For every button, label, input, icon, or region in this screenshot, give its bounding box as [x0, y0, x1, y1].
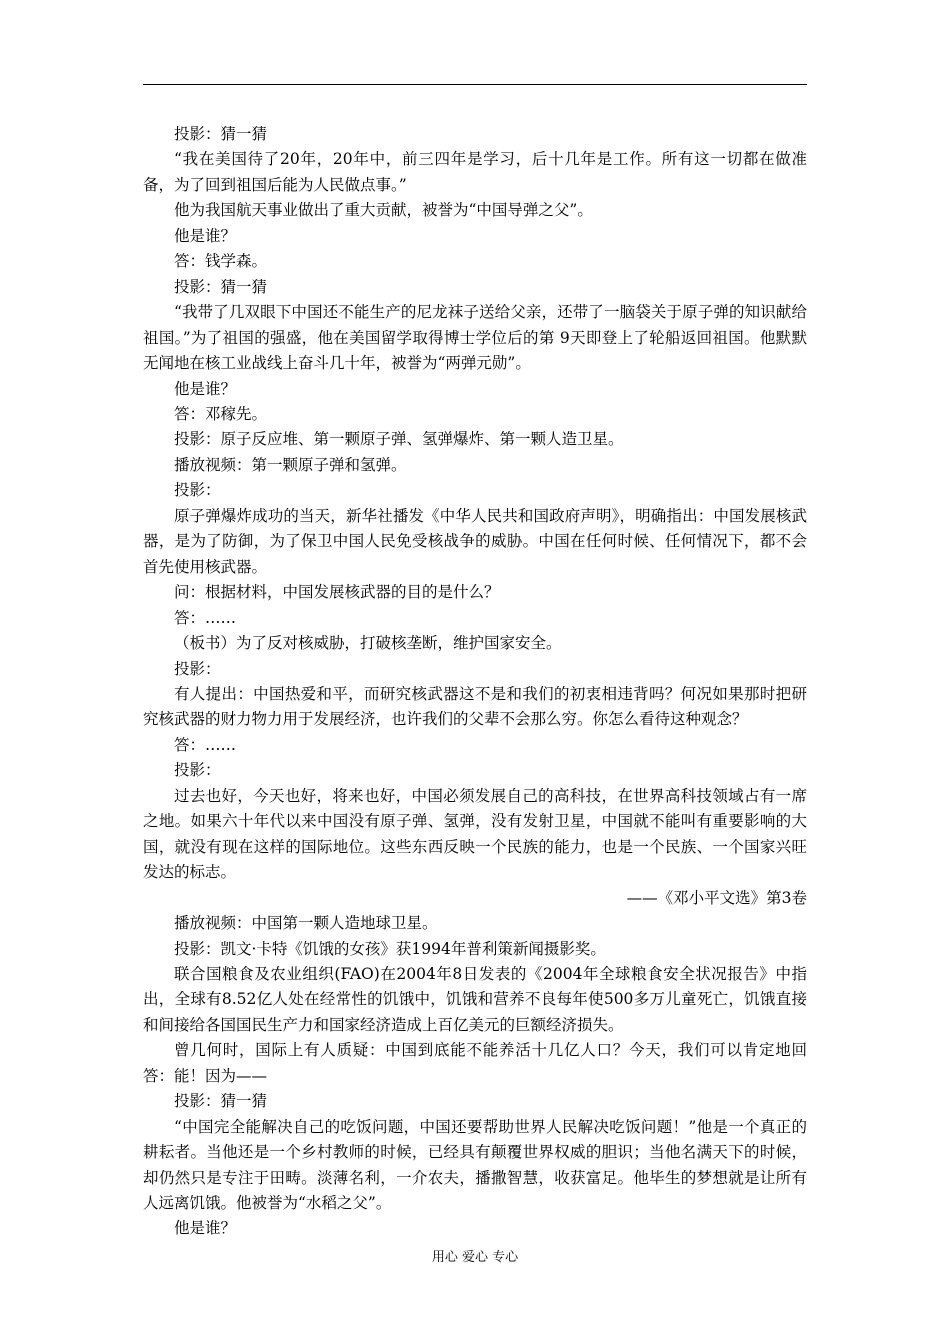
paragraph: 播放视频：第一颗原子弹和氢弹。 — [174, 455, 407, 474]
paragraph: 他为我国航天事业做出了重大贡献，被誉为“中国导弹之父”。 — [174, 201, 593, 220]
paragraph: 联合国粮食及农业组织(FAO)在2004年8日发表的《2004年全球粮食安全状况报告》中指出，全球有8.52亿人处在经常性的饥饿中，饥饿和营养不良每年使500多万儿童死亡，饥饿直接和间接给各国国民生产力和国家经济造成上百亿美元的巨额经济损失。 — [143, 964, 807, 1034]
paragraph: 投影：猜一猜 — [174, 277, 268, 296]
paragraph: 有人提出：中国热爱和平，而研究核武器这不是和我们的初衷相违背吗？何况如果那时把研究核武器的财力物力用于发展经济，也许我们的父辈不会那么穷。你怎么看待这种观念？ — [143, 684, 807, 729]
paragraph: 曾几何时，国际上有人质疑：中国到底能不能养活十几亿人口？今天，我们可以肯定地回答：能！因为—— — [143, 1041, 807, 1085]
page-footer: 用心 爱心 专心 — [431, 1250, 519, 1265]
document-body — [143, 122, 807, 1242]
paragraph: （板书）为了反对核威胁，打破核垄断，维护国家安全。 — [174, 634, 562, 653]
paragraph: 他是谁？ — [174, 1219, 237, 1238]
paragraph: “我在美国待了20年，20年中，前三四年是学习，后十几年是工作。所有这一切都在做准备，为了回到祖国后能为人民做点事。” — [143, 150, 807, 194]
paragraph: 过去也好，今天也好，将来也好，中国必须发展自己的高科技，在世界高科技领域占有一席之地。如果六十年代以来中国没有原子弹、氢弹，没有发射卫星，中国就不能叫有重要影响的大国，就没有现在这样的国际地位。这些东西反映一个民族的能力，也是一个民族、一个国家兴旺发达的标志。 — [143, 786, 807, 882]
paragraph: “我带了几双眼下中国还不能生产的尼龙袜子送给父亲，还带了一脑袋关于原子弹的知识献给祖国。”为了祖国的强盛，他在美国留学取得博士学位后的第 9天即登上了轮船返回祖国。他默默无闻地在核工业战线上奋斗几十年，被誉为“两弹元勋”。 — [143, 303, 807, 373]
paragraph: 他是谁？ — [174, 379, 237, 398]
header-rule — [143, 84, 807, 85]
paragraph: 投影：猜一猜 — [174, 125, 268, 143]
paragraph: 投影： — [174, 659, 221, 678]
paragraph: 答：钱学森。 — [174, 252, 268, 271]
paragraph: 问：根据材料，中国发展核武器的目的是什么？ — [174, 583, 500, 602]
paragraph: 答：邓稼先。 — [174, 404, 268, 423]
paragraph: 投影： — [174, 761, 221, 780]
paragraph: 答：…… — [174, 735, 237, 754]
paragraph: 投影：原子反应堆、第一颗原子弹、氢弹爆炸、第一颗人造卫星。 — [174, 430, 624, 449]
paragraph: 投影： — [174, 481, 221, 500]
paragraph: 答：…… — [174, 608, 237, 627]
paragraph: “中国完全能解决自己的吃饭问题，中国还要帮助世界人民解决吃饭问题！”他是一个真正的耕耘者。当他还是一个乡村教师的时候，已经具有颠覆世界权威的胆识；当他名满天下的时候，却仍然只是专注于田畴。淡薄名利，一介农夫，播撒智慧，收获富足。他毕生的梦想就是让所有人远离饥饿。他被誉为“水稻之父”。 — [143, 1117, 807, 1213]
paragraph: 投影：猜一猜 — [174, 1092, 268, 1111]
paragraph: 他是谁？ — [174, 226, 237, 245]
paragraph: 播放视频：中国第一颗人造地球卫星。 — [174, 914, 438, 933]
paragraph: 原子弹爆炸成功的当天，新华社播发《中华人民共和国政府声明》，明确指出：中国发展核武器，是为了防御，为了保卫中国人民免受核战争的威胁。中国在任何时候、任何情况下，都不会首先使用核武器。 — [143, 506, 807, 576]
paragraph: 投影：凯文·卡特《饥饿的女孩》获1994年普利策新闻摄影奖。 — [174, 939, 606, 958]
citation: ——《邓小平文选》第3卷 — [626, 888, 807, 907]
